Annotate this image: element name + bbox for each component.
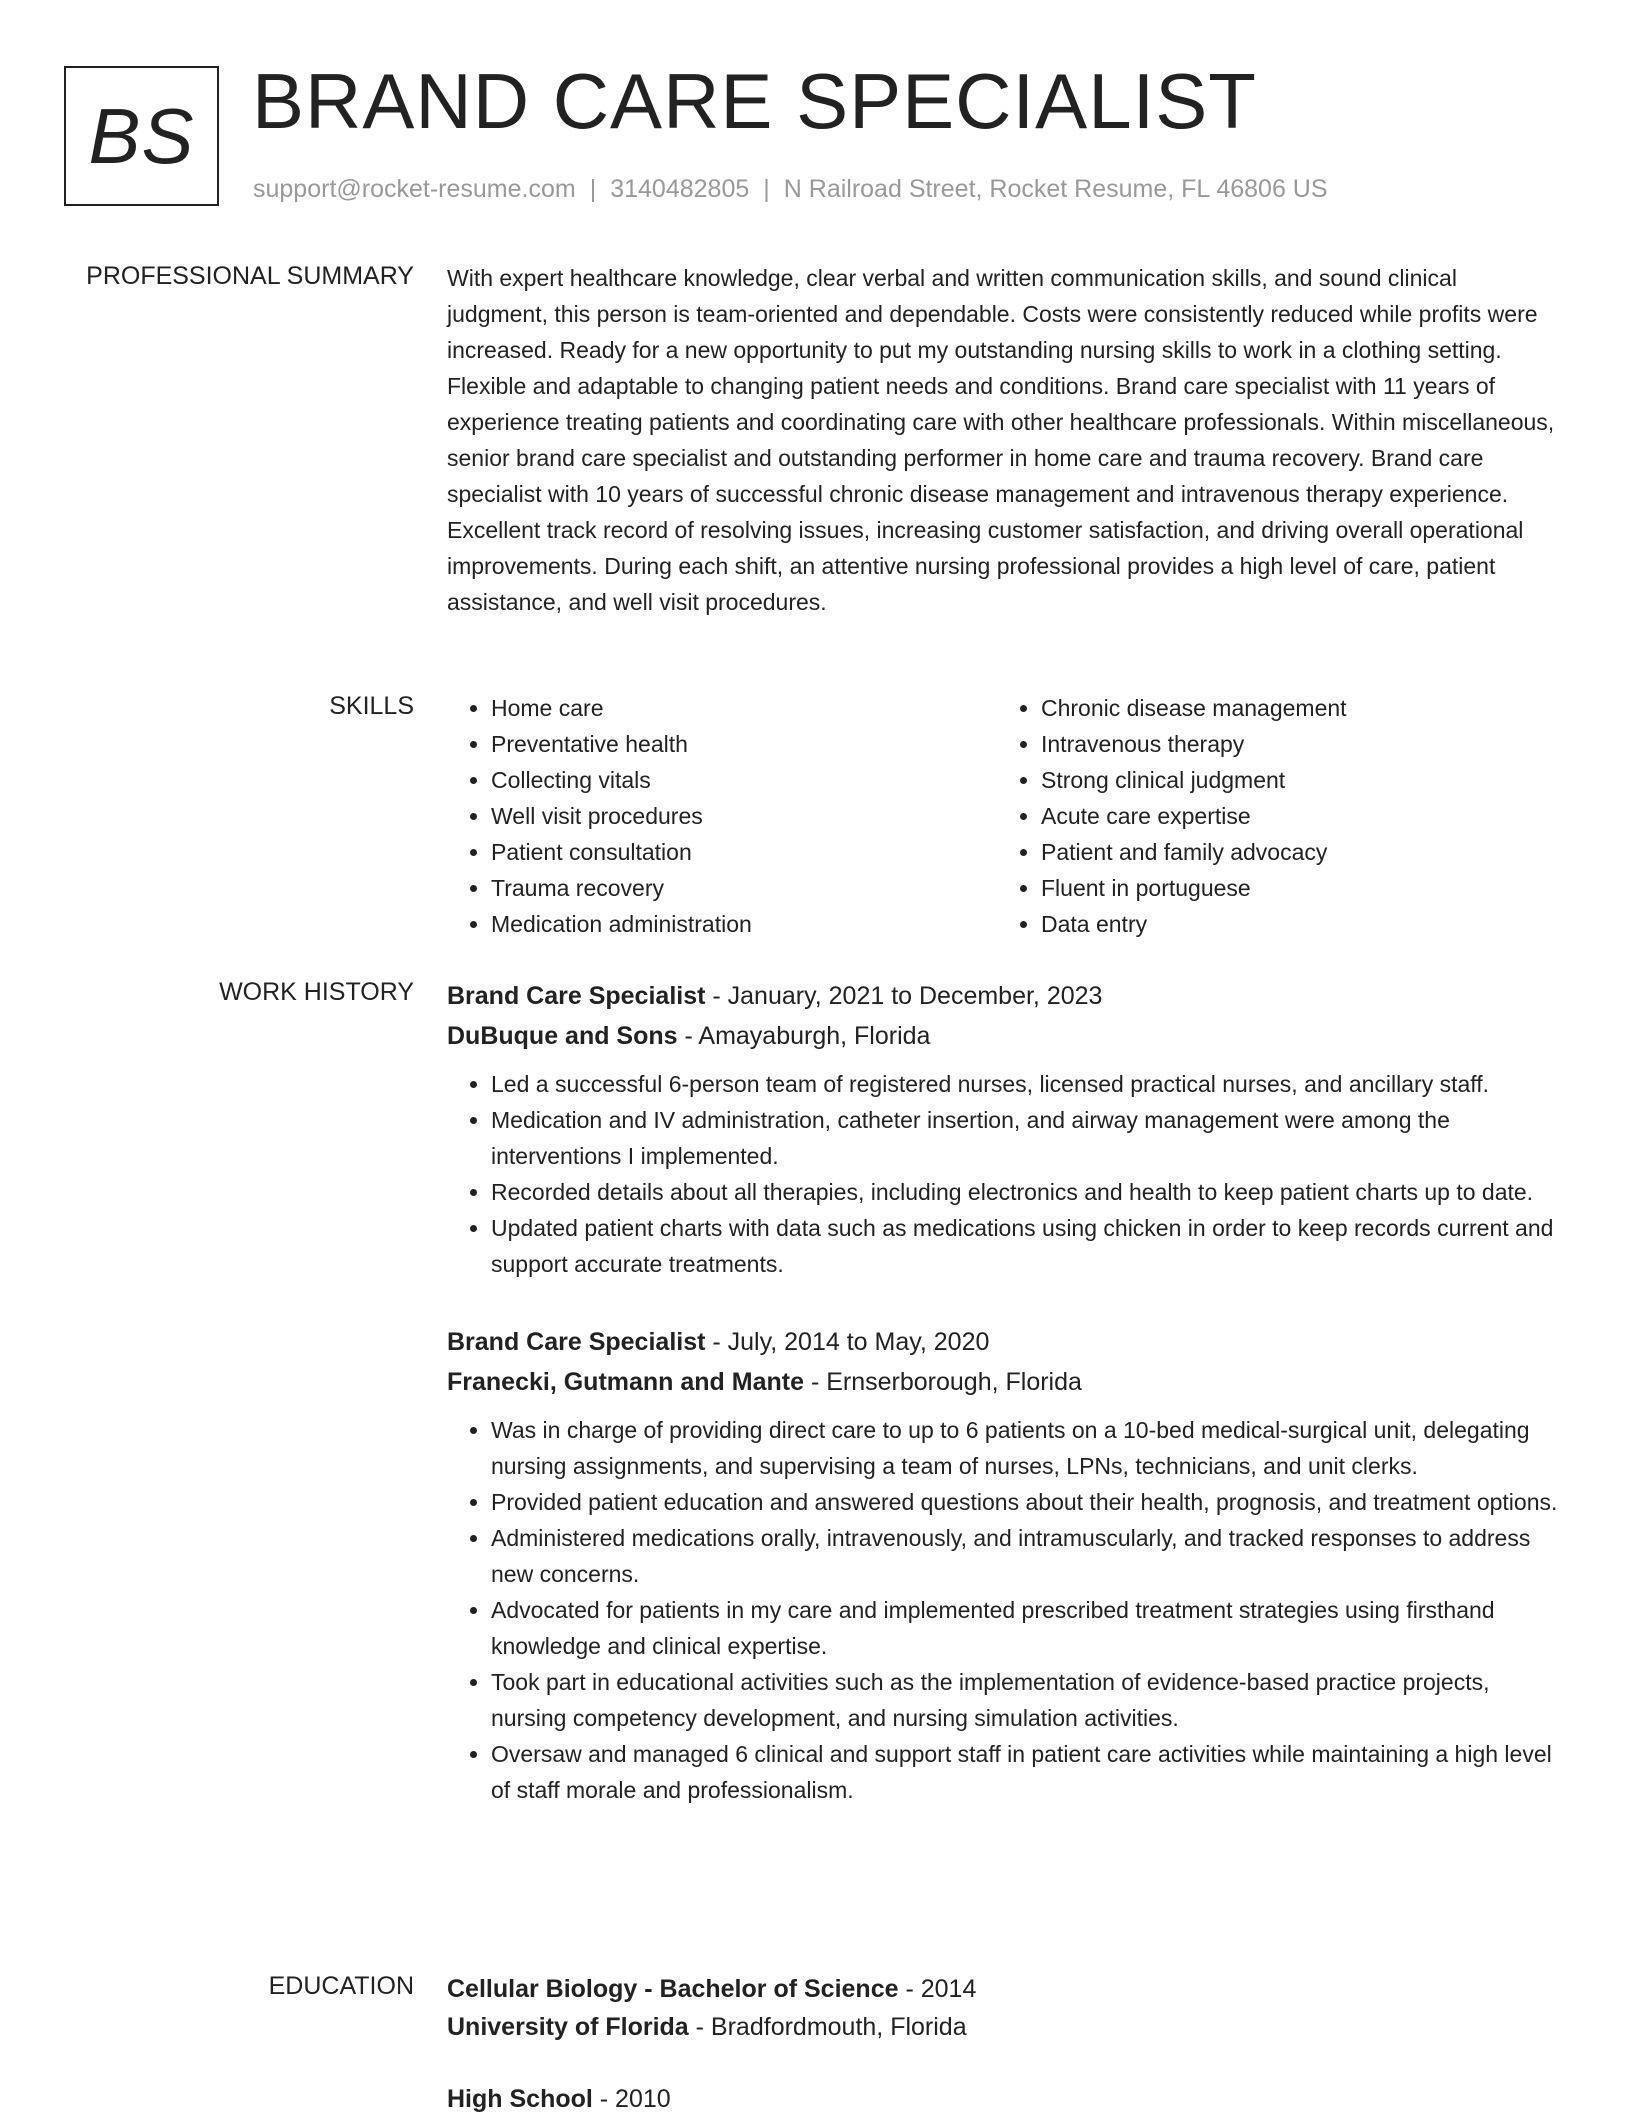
job-bullet: • Led a successful 6-person team of registered nurses, licensed practical nurses, and ancillary staff. xyxy=(491,1066,1562,1102)
job-title-line xyxy=(447,1322,1562,1362)
contact-separator: | xyxy=(763,175,770,203)
education-year: - 2010 xyxy=(592,2085,671,2113)
job-bullet: • Was in charge of providing direct care to up to 6 patients on a 10-bed medical-surgical unit, delegating nursing assignments, and supervising a team of nurses, LPNs, technicians, and unit clerks. xyxy=(491,1412,1562,1484)
work-history-label: WORK HISTORY xyxy=(219,978,414,1006)
resume-title: BRAND CARE SPECIALIST xyxy=(252,57,1257,145)
job-bullet: • Updated patient charts with data such as medications using chicken in order to keep records current and support accurate treatments. xyxy=(491,1210,1562,1282)
contact-email: support@rocket-resume.com xyxy=(253,175,576,203)
skill-item: • Medication administration xyxy=(491,906,997,942)
skill-item: • Data entry xyxy=(1041,906,1547,942)
skill-item: • Chronic disease management xyxy=(1041,690,1547,726)
job-company-line xyxy=(447,1016,1562,1056)
contact-address: N Railroad Street, Rocket Resume, FL 46806 US xyxy=(783,175,1328,203)
education-school: University of Florida xyxy=(447,2013,689,2041)
job-title: Brand Care Specialist xyxy=(447,1328,706,1356)
skill-item: • Acute care expertise xyxy=(1041,798,1547,834)
job-title-line xyxy=(447,976,1562,1016)
job-bullet: • Advocated for patients in my care and implemented prescribed treatment strategies using firsthand knowledge and clinical expertise. xyxy=(491,1592,1562,1664)
education-body xyxy=(447,1970,1562,2118)
skill-item: • Strong clinical judgment xyxy=(1041,762,1547,798)
job-company-line xyxy=(447,1362,1562,1402)
education-degree: Cellular Biology - Bachelor of Science xyxy=(447,1975,899,2003)
job-company: Franecki, Gutmann and Mante xyxy=(447,1368,805,1396)
education-year: - 2014 xyxy=(898,1975,977,2003)
monogram-box xyxy=(64,66,219,206)
skill-item: • Fluent in portuguese xyxy=(1041,870,1547,906)
skill-item: • Well visit procedures xyxy=(491,798,997,834)
education-school-line xyxy=(447,2008,1562,2046)
skill-item: • Preventative health xyxy=(491,726,997,762)
job-bullets xyxy=(447,1412,1562,1808)
job-bullets xyxy=(447,1066,1562,1282)
skill-item: • Patient and family advocacy xyxy=(1041,834,1547,870)
job-location: - Amayaburgh, Florida xyxy=(677,1022,931,1050)
summary-text: With expert healthcare knowledge, clear verbal and written communication skills, and sound clinical judgment, this person is team-oriented and dependable. Costs were consistently reduced while profits were increased. Ready for a new opportunity to put my outstanding nursing skills to work in a clothing setting. Flexible and adaptable to changing patient needs and conditions. Brand care specialist with 11 years of experience treating patients and coordinating care with other healthcare professionals. Within miscellaneous, senior brand care specialist and outstanding performer in home care and trauma recovery. Brand care specialist with 10 years of successful chronic disease management and intravenous therapy experience. Excellent track record of resolving issues, increasing customer satisfaction, and driving overall operational improvements. During each shift, an attentive nursing professional provides a high level of care, patient assistance, and well visit procedures. xyxy=(447,265,1555,615)
education-degree: High School xyxy=(447,2085,593,2113)
job-bullet: • Recorded details about all therapies, including electronics and health to keep patient charts up to date. xyxy=(491,1174,1562,1210)
job-bullet: • Provided patient education and answered questions about their health, prognosis, and treatment options. xyxy=(491,1484,1562,1520)
job-bullet: • Medication and IV administration, catheter insertion, and airway management were among the interventions I implemented. xyxy=(491,1102,1562,1174)
job-bullet: • Administered medications orally, intravenously, and intramuscularly, and tracked responses to address new concerns. xyxy=(491,1520,1562,1592)
skills-list-left xyxy=(447,690,997,942)
skill-item: • Trauma recovery xyxy=(491,870,997,906)
contact-line xyxy=(253,175,1328,204)
job-location: - Ernserborough, Florida xyxy=(804,1368,1082,1396)
education-location: - Bradfordmouth, Florida xyxy=(688,2013,967,2041)
education-degree-line xyxy=(447,2080,1562,2118)
job-dates: - July, 2014 to May, 2020 xyxy=(705,1328,990,1356)
job-company: DuBuque and Sons xyxy=(447,1022,678,1050)
job-dates: - January, 2021 to December, 2023 xyxy=(705,982,1103,1010)
skill-item: • Home care xyxy=(491,690,997,726)
job-entry xyxy=(447,1322,1562,1808)
work-history-body xyxy=(447,976,1562,1848)
summary-body xyxy=(447,260,1562,620)
contact-phone: 3140482805 xyxy=(610,175,750,203)
skill-item: • Intravenous therapy xyxy=(1041,726,1547,762)
education-label: EDUCATION xyxy=(268,1972,414,2000)
education-degree-line xyxy=(447,1970,1562,2008)
summary-label: PROFESSIONAL SUMMARY xyxy=(86,262,414,290)
job-bullet: • Oversaw and managed 6 clinical and support staff in patient care activities while maintaining a high level of staff morale and professionalism. xyxy=(491,1736,1562,1808)
job-title: Brand Care Specialist xyxy=(447,982,706,1010)
monogram-initials: BS xyxy=(88,91,195,180)
skills-body xyxy=(447,690,1562,942)
skills-list-right xyxy=(997,690,1547,942)
skill-item: • Patient consultation xyxy=(491,834,997,870)
contact-separator: | xyxy=(589,175,597,203)
job-entry xyxy=(447,976,1562,1282)
job-bullet: • Took part in educational activities such as the implementation of evidence-based practice projects, nursing competency development, and nursing simulation activities. xyxy=(491,1664,1562,1736)
skill-item: • Collecting vitals xyxy=(491,762,997,798)
skills-label: SKILLS xyxy=(329,692,414,720)
